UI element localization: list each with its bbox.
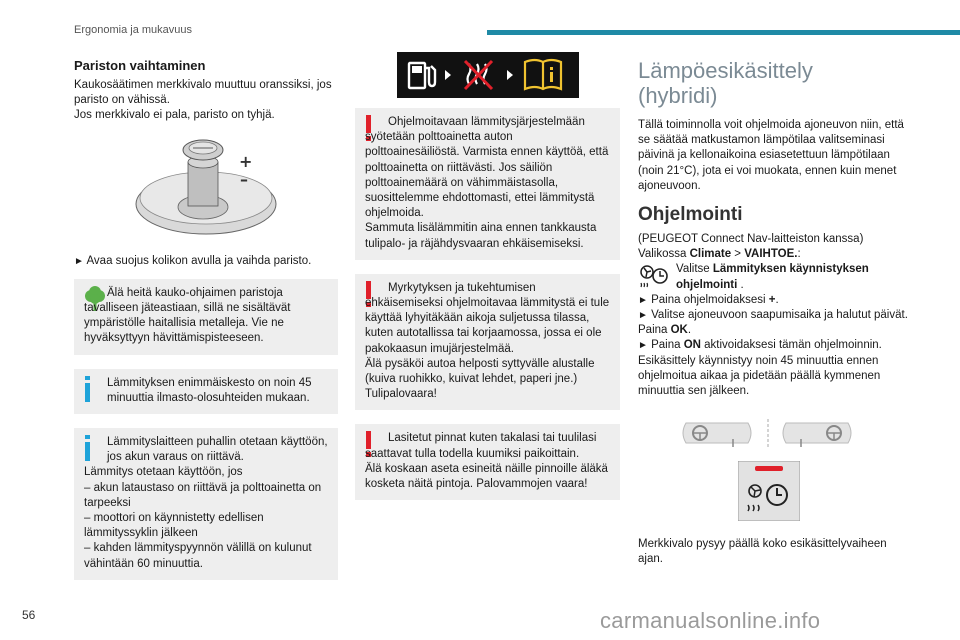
warning-2-text-a: Myrkytyksen ja tukehtumisen ehkäisemiseksi ohjelmoitavaa lämmitystä ei tule käyttää lyhyitäkään aikoja suljetussa tilassa, kuten autotallissa tai korjaamossa, jossa ei ole pakokaasun imujärjestelmää. — [365, 281, 610, 355]
warning-3-text-a: Lasitetut pinnat kuten takalasi tai tuulilasi saattavat tulla todella kuumiksi paikoittain. — [365, 432, 597, 460]
programming-heading: Ohjelmointi — [638, 204, 743, 226]
eco-note-text: Älä heitä kauko-ohjaimen paristoja tavalliseen jäteastiaan, sillä ne sisältävät ympäristölle haitallisia metalleja. Vie ne hyväksyttyyn hävittämispisteeseen. — [84, 286, 291, 345]
heater-clock-icon — [638, 263, 670, 291]
column-left — [74, 52, 338, 580]
info-note-2-line4: – kahden lämmityspyynnön välillä on kulunut vähintään 60 minuuttia. — [84, 542, 312, 570]
steering-wheel-illustration — [678, 417, 858, 451]
step-arrow-icon: ► — [638, 294, 648, 306]
battery-text-2: Jos merkkivalo ei pala, paristo on tyhjä. — [74, 109, 275, 122]
select-instruction: Valitse Lämmityksen käynnistyksen ohjelmointi . — [638, 262, 908, 292]
fuel-heater-manual-banner — [397, 52, 579, 98]
remote-battery-illustration — [131, 132, 281, 242]
info-note-2-line3: – moottori on käynnistetty edellisen lämmityssyklin jälkeen — [84, 512, 264, 540]
svg-text:+: + — [239, 151, 253, 171]
programming-device-note: (PEUGEOT Connect Nav-laitteiston kanssa) — [638, 233, 864, 246]
info-note-2-line1: Lämmitys otetaan käyttöön, jos — [84, 466, 243, 479]
info-note-1: Lämmityksen enimmäiskesto on noin 45 minuuttia ilmasto-olosuhteiden mukaan. — [107, 376, 312, 404]
column-right — [638, 52, 908, 568]
eco-note-box — [74, 279, 338, 355]
warning-1-text-a: Ohjelmoitavaan lämmitysjärjestelmään syötetään polttoainetta auton polttoainesäiliöstä. Varmista ennen käyttöä, että polttoainetta on riittävästi. Jos säiliön polttoainemäärä on vähimmäistasolla, suosittelemme ehdottomasti, ettei lämmitystä ohjelmoida. — [365, 116, 609, 220]
battery-step: Avaa suojus kolikon avulla ja vaihda paristo. — [86, 254, 312, 267]
warning-2-text-b: Älä pysäköi autoa helposti syttyvälle alustalle (kuiva ruohikko, kuivat lehdet, paperi jne.) — [365, 357, 595, 386]
step-2: ► Valitse ajoneuvoon saapumisaika ja halutut päivät. Paina OK. — [638, 309, 908, 337]
warning-2-text-c: Tulipalovaara! — [365, 388, 437, 401]
intro-text: Tällä toiminnolla voit ohjelmoida ajoneuvon niin, että se säätää matkustamon lämpötilaa valitseminasi päivinä ja kellonaikoina esiasetettuun lämpötilaan (noin 21°C), jota ei voi muokata, ennen kuin menet ajoneuvoon. — [638, 119, 904, 192]
info-box-1 — [74, 369, 338, 414]
section-title: Ergonomia ja mukavuus — [74, 24, 193, 36]
battery-heading: Pariston vaihtaminen — [74, 58, 206, 73]
step-arrow-icon: ► — [74, 255, 84, 267]
watermark: carmanualsonline.info — [600, 608, 821, 633]
step-1: ► Paina ohjelmoidaksesi +. — [638, 293, 779, 306]
header-accent-bar — [487, 30, 960, 35]
step-arrow-icon: ► — [638, 340, 648, 352]
indicator-lamp-icon — [738, 461, 800, 521]
page-number: 56 — [22, 608, 36, 622]
info-box-2 — [74, 428, 338, 580]
step-arrow-icon: ► — [638, 310, 648, 322]
warning-box-1 — [355, 108, 620, 260]
step-3-details: Esikäsittely käynnistyy noin 45 minuuttia ennen ohjelmoitua aikaa ja pidetään päällä kymmenen minuuttia sen jälkeen. — [638, 354, 881, 398]
column-middle — [355, 52, 620, 500]
section-heading: Lämpöesikäsittely (hybridi) — [638, 58, 813, 108]
svg-text:–: – — [240, 169, 248, 189]
programming-menu-path: Valikossa Climate > VAIHTOE.: — [638, 248, 801, 261]
warning-3-text-b: Älä koskaan aseta esineitä näille pinnoille äläkä kosketa näitä pintoja. Palovammojen vaara! — [365, 462, 608, 491]
warning-box-3 — [355, 424, 620, 500]
info-note-2-line2: – akun lataustaso on riittävä ja polttoainetta on tarpeeksi — [84, 481, 322, 509]
indicator-text: Merkkivalo pysyy päällä koko esikäsittelyvaiheen ajan. — [638, 538, 887, 566]
warning-box-2 — [355, 274, 620, 411]
info-note-2-intro: Lämmityslaitteen puhallin otetaan käyttöön, jos akun varaus on riittävä. — [107, 436, 328, 464]
warning-1-text-b: Sammuta lisälämmitin aina ennen tankkausta tulipalo- ja räjähdysvaaran ehkäisemiseksi. — [365, 222, 597, 250]
step-3: ► Paina ON aktivoidaksesi tämän ohjelmoinnin. — [638, 339, 882, 352]
battery-text-1: Kaukosäätimen merkkivalo muuttuu oranssiksi, jos paristo on vähissä. — [74, 79, 332, 107]
